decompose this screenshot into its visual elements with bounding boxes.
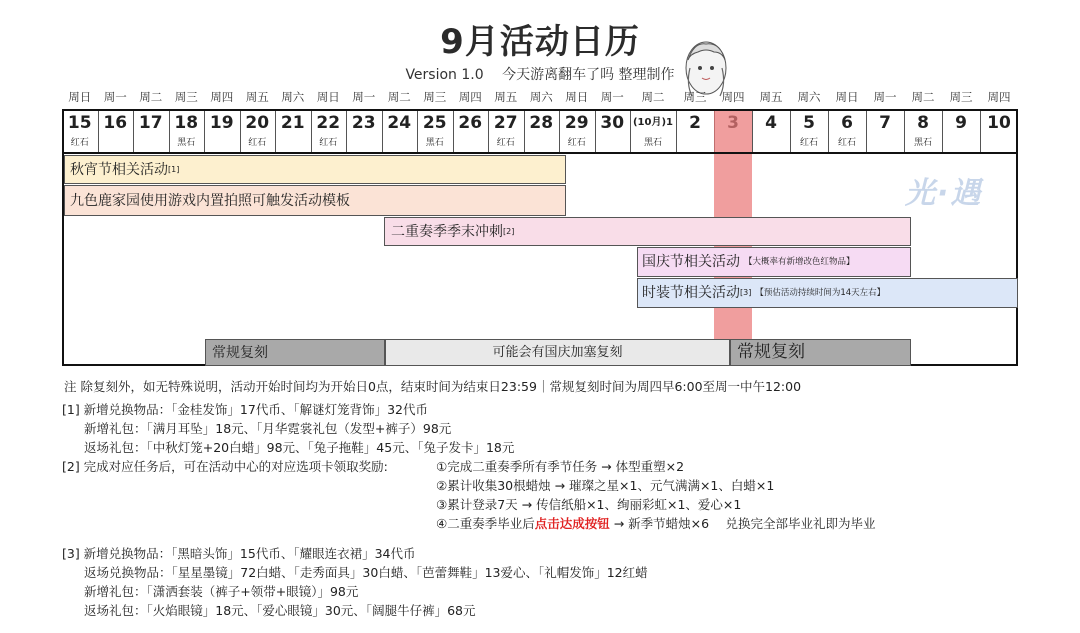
page-subtitle: Version 1.0 今天游离翻车了吗 整理制作 xyxy=(405,67,675,83)
day-number: 16 xyxy=(103,113,128,133)
weekday-label: 周六 xyxy=(797,90,821,104)
event-note: 【大概率有新增改色红物品】 xyxy=(744,256,855,267)
footnote-2-head: [2] 完成对应任务后，可在活动中心的对应选项卡领取奖励: xyxy=(62,459,388,474)
event-label: 九色鹿家园使用游戏内置拍照可触发活动模板 xyxy=(70,192,350,209)
event-label: 常规复刻 xyxy=(212,344,268,361)
day-number: 8 xyxy=(917,113,929,133)
weekday-label: 周三 xyxy=(949,90,973,104)
footnote-2-item-text: → 新季节蜡烛×6 兑换完全部毕业礼即为毕业 xyxy=(609,516,876,531)
footnote-2-highlight: 点击达成按钮 xyxy=(534,516,610,531)
footnote-3-line: 返场兑换物品：「星星墨镜」72白蜡、「走秀面具」30白蜡、「芭蕾舞鞋」13爱心、「礼帽发饰」12红蜡 xyxy=(84,565,648,580)
footnote-2-item: ②累计收集30根蜡烛 → 璀璨之星×1、元气满满×1、白蜡×1 xyxy=(436,478,775,493)
weekday-label: 周一 xyxy=(352,90,376,104)
watermark-logo: 光·遇 xyxy=(905,176,983,211)
day-number: 24 xyxy=(387,113,412,133)
event-label: 国庆节相关活动 xyxy=(642,254,740,270)
day-number: 28 xyxy=(529,113,554,133)
day-number: 18 xyxy=(174,113,199,133)
weekday-label: 周四 xyxy=(458,90,482,104)
weekday-label: 周二 xyxy=(139,90,163,104)
weekday-label: 周五 xyxy=(245,90,269,104)
event-bar-deer-garden xyxy=(64,185,566,216)
day-number: 25 xyxy=(422,113,447,133)
day-tag: 黑石 xyxy=(177,138,196,148)
weekday-label: 周一 xyxy=(873,90,897,104)
weekday-label: 周三 xyxy=(423,90,447,104)
day-number: 6 xyxy=(841,113,853,133)
footnote-1-line: 新增礼包：「满月耳坠」18元、「月华霓裳礼包（发型+裤子）98元 xyxy=(84,421,452,436)
weekday-label: 周一 xyxy=(103,90,127,104)
weekday-label: 周日 xyxy=(316,90,340,104)
footnote-2-item: ①完成二重奏季所有季节任务 → 体型重塑×2 xyxy=(436,459,685,474)
weekday-label: 周二 xyxy=(641,90,665,104)
page-title: 9月活动日历 xyxy=(440,22,640,62)
day-number: 10 xyxy=(987,113,1011,133)
weekday-label: 周一 xyxy=(600,90,624,104)
weekday-label: 周日 xyxy=(565,90,589,104)
day-number: 17 xyxy=(138,113,163,133)
day-number: 2 xyxy=(689,113,701,133)
footnote-2-item xyxy=(436,514,876,532)
event-bar-rerun xyxy=(730,339,911,366)
event-bar-rerun-maybe xyxy=(385,339,730,366)
event-label: 秋宵节相关活动 xyxy=(70,161,168,178)
day-number: 22 xyxy=(316,113,341,133)
day-tag: 红石 xyxy=(567,138,586,148)
day-tag: 红石 xyxy=(248,138,267,148)
day-tag: 红石 xyxy=(837,138,856,148)
day-tag: 黑石 xyxy=(913,138,932,148)
event-bar-mid-autumn xyxy=(64,155,566,184)
day-tag: 红石 xyxy=(799,138,818,148)
weekday-label: 周六 xyxy=(529,90,553,104)
weekday-label: 周日 xyxy=(68,90,92,104)
day-number: 26 xyxy=(458,113,483,133)
weekday-label: 周四 xyxy=(987,90,1011,104)
footnote-2-item-text: ④二重奏季毕业后 xyxy=(436,516,535,531)
weekday-label: 周四 xyxy=(721,90,745,104)
weekday-label: 周三 xyxy=(174,90,198,104)
day-number: 20 xyxy=(245,113,270,133)
day-number: 9 xyxy=(955,113,967,133)
calendar-header-divider xyxy=(62,152,1018,154)
weekday-label: 周五 xyxy=(759,90,783,104)
event-bar-duet-season xyxy=(384,217,911,246)
day-number: 21 xyxy=(280,113,305,133)
day-tag: 黑石 xyxy=(425,138,444,148)
day-tag: 红石 xyxy=(496,138,515,148)
weekday-label: 周四 xyxy=(210,90,234,104)
day-number: 19 xyxy=(209,113,234,133)
footnote-3-line: 返场礼包：「火焰眼镜」18元、「爱心眼镜」30元、「阔腿牛仔裤」68元 xyxy=(84,603,476,618)
weekday-label: 周二 xyxy=(911,90,935,104)
day-number: 15 xyxy=(67,113,92,133)
event-label: 时装节相关活动 xyxy=(642,285,740,301)
event-label: 可能会有国庆加塞复刻 xyxy=(492,345,623,360)
footnote-1-line: [1] 新增兑换物品：「金桂发饰」17代币、「解谜灯笼背饰」32代币 xyxy=(62,402,428,417)
footnote-1-line: 返场礼包：「中秋灯笼+20白蜡」98元、「兔子拖鞋」45元、「兔子发卡」18元 xyxy=(84,440,515,455)
footnote-ref: [1] xyxy=(168,164,180,174)
day-number: 4 xyxy=(765,113,777,133)
weekday-label: 周六 xyxy=(281,90,305,104)
day-number: 7 xyxy=(879,113,891,133)
weekday-label: 周日 xyxy=(835,90,859,104)
day-number: 5 xyxy=(803,113,815,133)
day-tag: 红石 xyxy=(70,138,89,148)
day-number: 29 xyxy=(564,113,589,133)
footnote-ref: [2] xyxy=(503,226,515,236)
day-tag: 黑石 xyxy=(643,138,662,148)
footnote-2-item: ③累计登录7天 → 传信纸船×1、绚丽彩虹×1、爱心×1 xyxy=(436,497,742,512)
event-note: 【预估活动持续时间为14天左右】 xyxy=(755,287,886,298)
weekday-label: 周二 xyxy=(387,90,411,104)
day-number: 27 xyxy=(493,113,518,133)
event-bar-fashion xyxy=(637,278,1018,308)
footnote-ref: [3] xyxy=(740,288,752,297)
weekday-label: 周三 xyxy=(683,90,707,104)
general-note: 注 除复刻外，如无特殊说明，活动开始时间均为开始日0点，结束时间为结束日23:59｜常规复刻时间为周四早6:00至周一中午12:00 xyxy=(64,379,802,394)
weekday-label: 周五 xyxy=(494,90,518,104)
day-tag: 红石 xyxy=(319,138,338,148)
day-number: 23 xyxy=(351,113,376,133)
footnote-3-line: [3] 新增兑换物品：「黑暗头饰」15代币、「耀眼连衣裙」34代币 xyxy=(62,546,416,561)
footnote-3-line: 新增礼包：「潇洒套装（裤子+领带+眼镜）」98元 xyxy=(84,584,359,599)
event-bar-national-day xyxy=(637,247,911,277)
event-label: 常规复刻 xyxy=(737,342,805,362)
day-number: 30 xyxy=(600,113,625,133)
event-label: 二重奏季季末冲刺 xyxy=(391,223,503,240)
day-number: (10月)1 xyxy=(632,117,673,128)
event-bar-rerun xyxy=(205,339,385,366)
